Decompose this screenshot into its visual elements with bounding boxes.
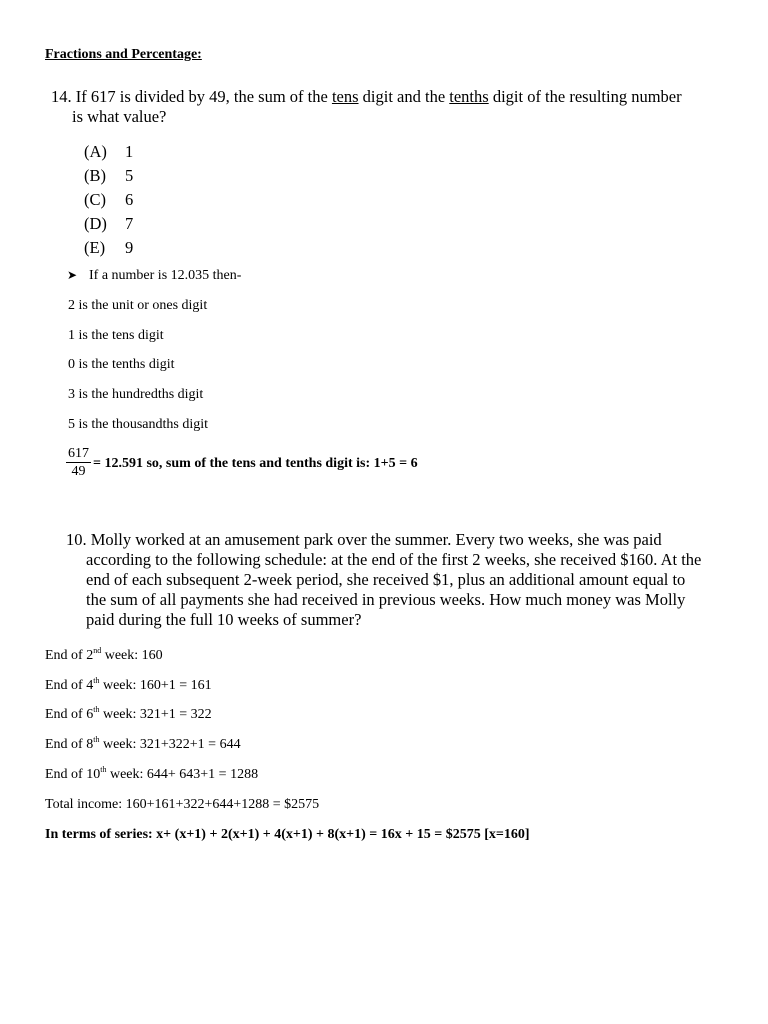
week-line: End of 10th week: 644+ 643+1 = 1288 (45, 764, 259, 782)
question-10-line: 10. Molly worked at an amusement park over the summer. Every two weeks, she was paid (66, 530, 662, 549)
digit-line: 2 is the unit or ones digit (68, 298, 208, 313)
fraction-denominator: 49 (71, 464, 86, 479)
weekly-payments (45, 646, 258, 794)
total-income: Total income: 160+161+322+644+1288 = $2575 (45, 797, 320, 812)
digit-explanation (68, 297, 208, 445)
week-line: End of 4th week: 160+1 = 161 (45, 675, 212, 693)
choice-d: (D) 7 (84, 214, 134, 233)
digit-line: 0 is the tenths digit (68, 357, 175, 373)
question-10-line: end of each subsequent 2-week period, she received $1, plus an additional amount equal to (86, 570, 686, 589)
question-10-line: according to the following schedule: at the end of the first 2 weeks, she received $160. At the (86, 550, 702, 569)
question-10-line: paid during the full 10 weeks of summer? (86, 610, 362, 629)
section-heading: Fractions and Percentage: (45, 47, 202, 62)
choice-c: (C) 6 (84, 190, 134, 209)
week-line: End of 8th week: 321+322+1 = 644 (45, 735, 241, 753)
digit-line: 5 is the thousandths digit (68, 416, 208, 432)
week-line: End of 6th week: 321+1 = 322 (45, 705, 212, 723)
digit-line: 1 is the tens digit (68, 327, 164, 343)
question-14 (51, 87, 682, 127)
week-line: End of 2nd week: 160 (45, 646, 163, 663)
answer-choices (84, 140, 133, 260)
tens-underlined: tens (331, 87, 359, 106)
fraction (66, 446, 91, 479)
choice-b: (B) 5 (84, 166, 134, 185)
fraction-solution (66, 446, 418, 479)
arrow-bullet-icon: ➤ (67, 268, 78, 282)
series-formula: In terms of series: x+ (x+1) + 2(x+1) + 4(x+1) + 8(x+1) = 16x + 15 = $2575 [x=160] (45, 827, 530, 842)
fraction-numerator: 617 (68, 446, 89, 461)
choice-e: (E) 9 (84, 238, 134, 257)
question-14-line-1: 14. If 617 is divided by 49, the sum of the tens digit and the tenths digit of the resulting number (51, 87, 682, 106)
tenths-underlined: tenths (449, 87, 489, 106)
question-10-line: the sum of all payments she had received in previous weeks. How much money was Molly (86, 590, 686, 609)
digit-line: 3 is the hundredths digit (68, 387, 204, 403)
fraction-result: = 12.591 so, sum of the tens and tenths digit is: 1+5 = 6 (93, 455, 418, 471)
question-10 (66, 530, 701, 630)
bullet-note: ➤ If a number is 12.035 then- (67, 268, 242, 283)
question-14-line-2: is what value? (72, 107, 167, 126)
choice-a: (A) 1 (84, 142, 134, 161)
